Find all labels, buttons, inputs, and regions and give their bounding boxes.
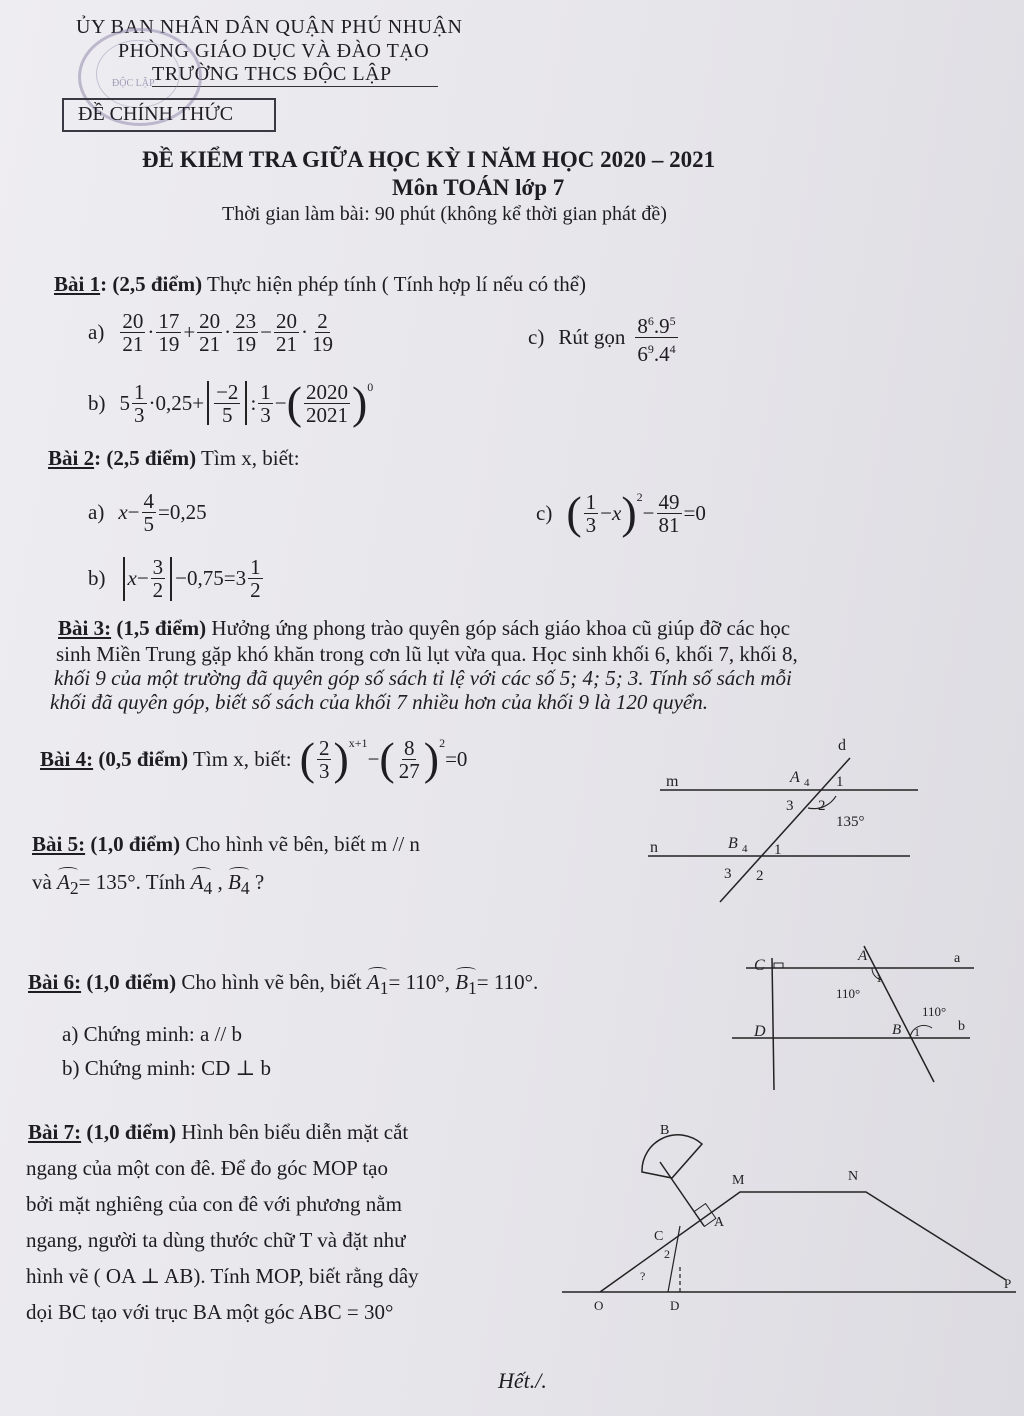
header-line-2: PHÒNG GIÁO DỤC VÀ ĐÀO TẠO: [118, 40, 430, 62]
svg-text:1: 1: [876, 971, 882, 985]
bai7-line-2: ngang của một con đê. Để đo góc MOP tạo: [26, 1156, 388, 1180]
svg-text:2: 2: [756, 868, 764, 884]
bai3-points: (1,5 điểm): [111, 616, 207, 640]
bai1-b-label: b): [88, 390, 106, 415]
bai3-label: Bài 3:: [58, 616, 112, 640]
svg-text:135°: 135°: [836, 814, 865, 830]
svg-text:P: P: [1004, 1276, 1012, 1291]
bai6-line-1: Bài 6: (1,0 điểm) Cho hình vẽ bên, biết $A_1= 110^\circ$, $B_1= 110^\circ$.: [28, 970, 539, 999]
svg-text:4: 4: [804, 777, 810, 789]
svg-text:M: M: [732, 1173, 745, 1188]
svg-text:d: d: [838, 738, 846, 754]
svg-text:a: a: [954, 951, 961, 966]
header-line-1: ỦY BAN NHÂN DÂN QUẬN PHÚ NHUẬN: [76, 16, 463, 38]
bai5-points: (1,0 điểm): [85, 832, 181, 856]
exam-subject: Môn TOÁN lớp 7: [392, 175, 565, 200]
bai7-line-5: hình vẽ ( OA ⊥ AB). Tính MOP, biết rằng dây: [26, 1264, 419, 1288]
svg-text:A: A: [790, 769, 800, 786]
bai5-label: Bài 5:: [32, 832, 86, 856]
bai4: Bài 4: (0,5 điểm) Tìm x, biết: ( $\frac{2}{3}$ ) $^{x+1}$ − ( $\frac{8}{27}$ ) $^2$ =0: [40, 733, 468, 784]
bai7-line-1: [28, 1120, 408, 1145]
bai6-b: b) Chứng minh: CD ⊥ b: [62, 1056, 272, 1080]
bai4-label: Bài 4:: [40, 746, 94, 771]
bai2-b-label: b): [88, 566, 106, 590]
svg-text:3: 3: [724, 866, 732, 882]
bai1-heading: [54, 272, 586, 297]
bai2-a-label: a): [88, 500, 105, 524]
bai1-c: c) Rút gọn $\frac{8^6.9^5}{6^9.4^4}$: [528, 310, 680, 365]
end-marker: Hết./.: [498, 1368, 547, 1393]
svg-text:1: 1: [836, 774, 844, 790]
bai7-label: Bài 7:: [28, 1120, 82, 1144]
bai6-text: Cho hình vẽ bên, biết: [176, 970, 367, 994]
bai1-text: Thực hiện phép tính ( Tính hợp lí nếu có thể): [202, 272, 587, 296]
svg-text:C: C: [754, 957, 765, 974]
svg-text:D: D: [754, 1023, 766, 1040]
svg-text:O: O: [594, 1298, 604, 1313]
bai1-c-label: c): [528, 325, 545, 349]
exam-title: ĐỀ KIỂM TRA GIỮA HỌC KỲ I NĂM HỌC 2020 – 2021: [142, 147, 716, 172]
bai3-text-1: Hưởng ứng phong trào quyên góp sách giáo khoa cũ giúp đỡ các học: [206, 616, 791, 640]
bai3-line-4: khối đã quyên góp, biết số sách của khối 7 nhiều hơn của khối 9 là 120 quyển.: [50, 690, 708, 714]
svg-text:n: n: [650, 839, 658, 856]
svg-text:N: N: [848, 1169, 859, 1184]
bai1-a: a) $\frac{20}{21}$ · $\frac{17}{19}$ + $\frac{20}{21}$ · $\frac{23}{19}$ − $\frac{20}{21}$ · $\frac{2}{19}$: [88, 309, 334, 356]
bai1-label: Bài 1: [54, 272, 101, 296]
svg-text:1: 1: [914, 1025, 920, 1039]
bai7-line-6: dọi BC tạo với trục BA một góc ABC = 30°: [26, 1300, 394, 1324]
svg-text:b: b: [958, 1019, 965, 1034]
bai1-c-text: Rút gọn: [558, 325, 626, 349]
bai5-line-1: [32, 832, 420, 857]
bai4-text: Tìm x, biết:: [188, 746, 292, 771]
bai5-line2-pre: và: [32, 870, 58, 894]
svg-text:4: 4: [742, 843, 748, 855]
bai1-a-label: a): [88, 320, 105, 344]
svg-text:B: B: [728, 835, 738, 852]
bai7-line-4: ngang, người ta dùng thước chữ T và đặt như: [26, 1228, 406, 1252]
bai4-points: (0,5 điểm): [93, 746, 189, 771]
bai7-line-3: bởi mặt nghiêng của con đê với phương nằm: [26, 1192, 402, 1216]
bai3-line-3: khối 9 của một trường đã quyên góp số sách tỉ lệ với các số 5; 4; 5; 3. Tính số sách mỗi: [54, 666, 792, 690]
bai3-line-1: [58, 616, 790, 641]
bai6-a: a) Chứng minh: a // b: [62, 1022, 242, 1046]
official-label: ĐỀ CHÍNH THỨC: [62, 98, 276, 132]
svg-text:110°: 110°: [836, 986, 861, 1001]
bai5-line2-mid: = 135°. Tính: [78, 870, 191, 894]
svg-text:110°: 110°: [922, 1004, 947, 1019]
svg-text:1: 1: [774, 842, 782, 858]
bai2-points: : (2,5 điểm): [94, 446, 197, 470]
svg-text:D: D: [670, 1298, 680, 1313]
svg-text:2: 2: [664, 1247, 670, 1261]
svg-text:B: B: [660, 1123, 670, 1138]
bai3-line-2: sinh Miền Trung gặp khó khăn trong cơn lũ lụt vừa qua. Học sinh khối 6, khối 7, khối 8,: [56, 642, 798, 666]
bai2-heading: [48, 446, 300, 471]
svg-text:B: B: [892, 1022, 902, 1038]
bai2-a: a) x − $\frac{4}{5}$ =0,25: [88, 489, 207, 536]
bai5-figure: [640, 738, 930, 908]
stamp-text: ĐỘC LẬP: [112, 78, 155, 89]
bai6-label: Bài 6:: [28, 970, 82, 994]
bai5-text: Cho hình vẽ bên, biết m // n: [180, 832, 420, 856]
bai7-points: (1,0 điểm): [81, 1120, 177, 1144]
svg-text:C: C: [654, 1229, 664, 1244]
svg-text:A: A: [714, 1215, 725, 1230]
bai5-line-2: và $A_2= 135^\circ$. Tính $A_4$ , $B_4$ ?: [32, 870, 265, 899]
bai2-text: Tìm x, biết:: [196, 446, 300, 470]
bai7-figure: [556, 1116, 1022, 1326]
bai6-figure: [726, 938, 976, 1098]
svg-text:?: ?: [640, 1269, 646, 1283]
bai7-text-1: Hình bên biểu diễn mặt cắt: [176, 1120, 409, 1144]
bai2-label: Bài 2: [48, 446, 95, 470]
bai5-line2-end: ?: [249, 870, 265, 894]
exam-time: Thời gian làm bài: 90 phút (không kể thời gian phát đề): [222, 203, 667, 225]
bai2-b: b) x − $\frac{3}{2}$ −0,75=3 $\frac{1}{2}$: [88, 555, 261, 602]
bai6-points: (1,0 điểm): [81, 970, 177, 994]
svg-text:2: 2: [818, 798, 826, 814]
bai1-b: b) 5 $\frac{1}{3}$ ·0,25+ $\frac{-2}{5}$ : $\frac{1}{3}$ − ( $\frac{2020}{2021}$ ) $^0$: [88, 377, 374, 428]
svg-text:A: A: [858, 948, 868, 964]
svg-text:3: 3: [786, 798, 794, 814]
bai1-points: : (2,5 điểm): [100, 272, 203, 296]
bai2-c: c) ( $\frac{1}{3}$ − x ) $^2$ − $\frac{49}{81}$ =0: [536, 487, 706, 538]
bai2-c-label: c): [536, 500, 553, 525]
header-line-3: TRƯỜNG THCS ĐỘC LẬP: [152, 63, 392, 85]
svg-text:m: m: [666, 773, 679, 790]
